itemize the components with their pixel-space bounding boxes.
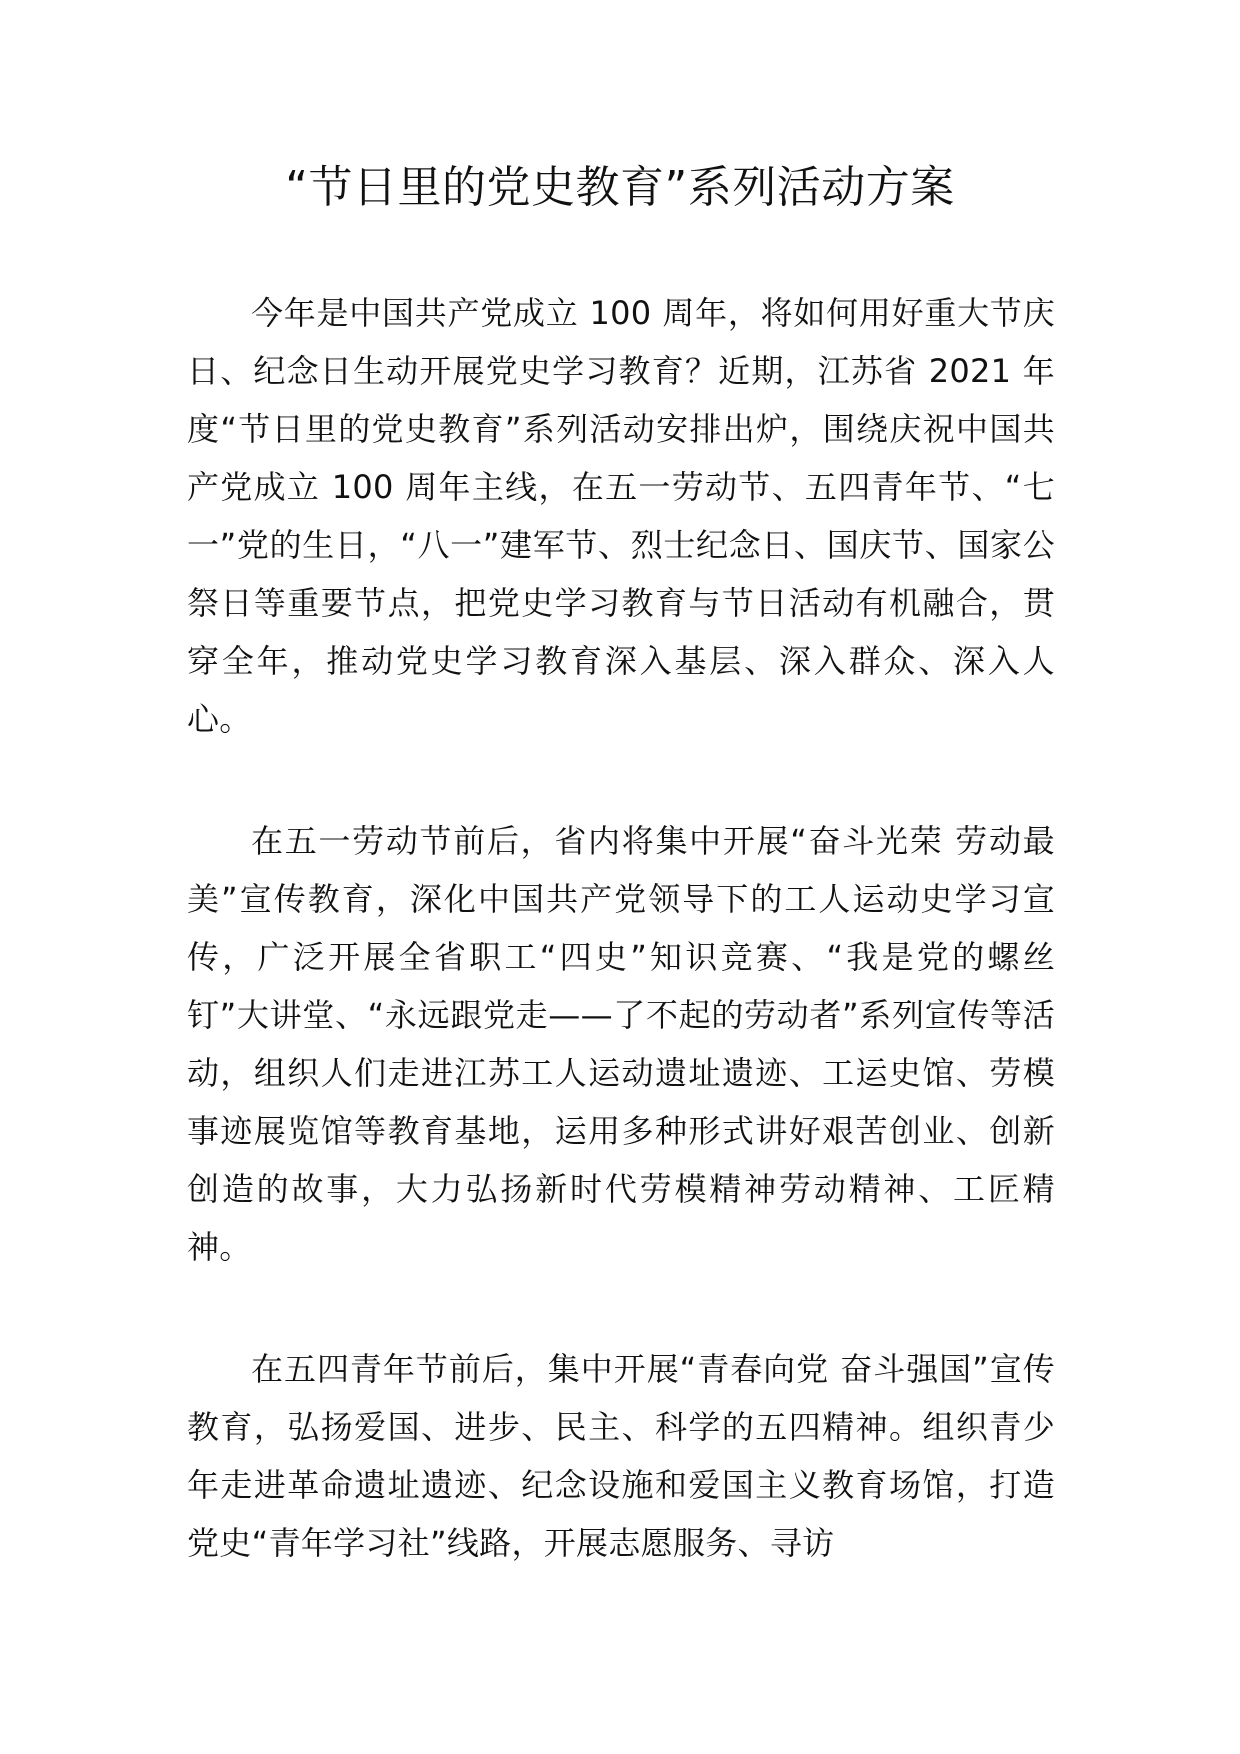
paragraph-youth-day: 在五四青年节前后，集中开展“青春向党 奋斗强国”宣传教育，弘扬爱国、进步、民主、科学的五四精神。组织青少年走进革命遗址遗迹、纪念设施和爱国主义教育场馆，打造党史“青年学习社”线路，开展志愿服务、寻访 — [187, 1350, 1055, 1562]
paragraph-intro: 今年是中国共产党成立 100 周年，将如何用好重大节庆日、纪念日生动开展党史学习教育？近期，江苏省 2021 年度“节日里的党史教育”系列活动安排出炉，围绕庆祝中国共产党成立 100 周年主线，在五一劳动节、五四青年节、“七一”党的生日，“八一”建军节、烈士纪念日、国庆节、国家公祭日等重要节点，把党史学习教育与节日活动有机融合，贯穿全年，推动党史学习教育深入基层、深入群众、深入人心。 — [187, 294, 1055, 738]
document-title: “节日里的党史教育”系列活动方案 — [285, 162, 955, 213]
document-body — [187, 284, 1055, 1636]
paragraph-labor-day: 在五一劳动节前后，省内将集中开展“奋斗光荣 劳动最美”宣传教育，深化中国共产党领导下的工人运动史学习宣传，广泛开展全省职工“四史”知识竞赛、“我是党的螺丝钉”大讲堂、“永远跟党走——了不起的劳动者”系列宣传等活动，组织人们走进江苏工人运动遗址遗迹、工运史馆、劳模事迹展览馆等教育基地，运用多种形式讲好艰苦创业、创新创造的故事，大力弘扬新时代劳模精神劳动精神、工匠精神。 — [187, 822, 1055, 1266]
